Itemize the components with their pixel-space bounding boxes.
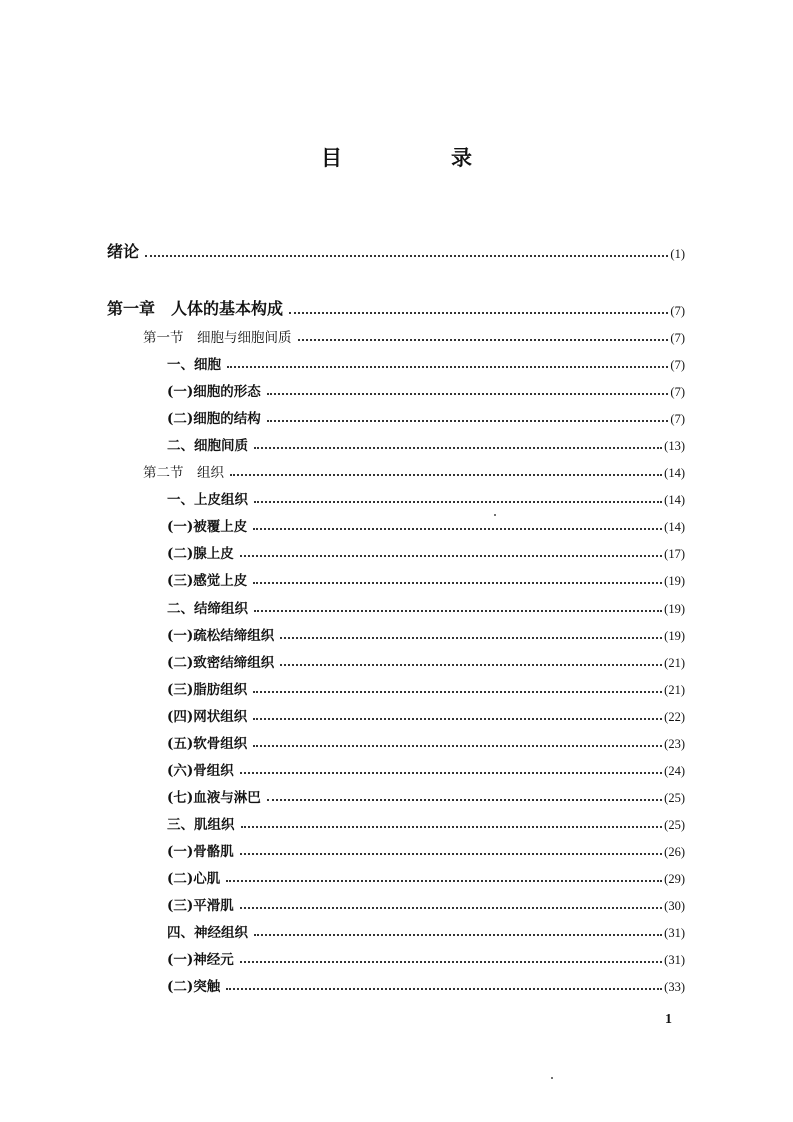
toc-entry-label: (六)骨组织 [167, 762, 234, 779]
toc-entry-page: (1) [670, 247, 685, 261]
toc-entry-page: (14) [664, 520, 685, 535]
toc-entry[interactable] [167, 353, 685, 373]
toc-entry-label: (七)血液与淋巴 [167, 789, 261, 806]
toc-entry-page: (21) [664, 655, 685, 670]
toc-entry-label: (一)疏松结缔组织 [167, 627, 275, 644]
toc-entry-page: (14) [664, 466, 685, 481]
toc-entry-label: (四)网状组织 [167, 708, 248, 725]
toc-entry[interactable] [107, 242, 685, 262]
toc-entry[interactable] [143, 326, 685, 346]
dot-leader [280, 664, 662, 666]
toc-entry-label: 第一章 人体的基本构成 [107, 299, 284, 318]
dot-leader [253, 718, 662, 720]
toc-entry-label: (二)细胞的结构 [167, 411, 261, 428]
toc-entry-label: (一)神经元 [167, 952, 234, 969]
toc-entry[interactable] [167, 597, 685, 617]
toc-entry-page: (31) [664, 926, 685, 941]
page-number: 1 [665, 1012, 672, 1027]
toc-entry-page: (33) [664, 980, 685, 995]
toc-entry-page: (7) [670, 412, 685, 427]
toc-entry[interactable] [167, 975, 685, 995]
toc-entry-label: 三、肌组织 [167, 816, 235, 833]
toc-entry-page: (23) [664, 736, 685, 751]
toc-entry-label: (五)软骨组织 [167, 735, 248, 752]
dot-leader [240, 772, 662, 774]
toc-entry[interactable] [167, 840, 685, 860]
dot-leader [227, 366, 668, 368]
toc-entry[interactable] [167, 921, 685, 941]
scan-speck [494, 514, 496, 516]
toc-entry-page: (19) [664, 628, 685, 643]
toc-entry[interactable] [167, 678, 685, 698]
dot-leader [254, 447, 662, 449]
toc-entry-page: (21) [664, 682, 685, 697]
toc-entry[interactable] [167, 380, 685, 400]
toc-entry[interactable] [167, 786, 685, 806]
toc-entry[interactable] [167, 813, 685, 833]
toc-entry[interactable] [143, 461, 685, 481]
toc-entry-page: (7) [670, 331, 685, 345]
toc-entry-label: 四、神经组织 [167, 925, 248, 942]
toc-entry[interactable] [167, 569, 685, 589]
toc-entry-label: (一)被覆上皮 [167, 519, 248, 536]
toc-entry-page: (25) [664, 790, 685, 805]
toc-entry[interactable] [107, 299, 685, 319]
dot-leader [240, 853, 662, 855]
toc-entry[interactable] [167, 948, 685, 968]
toc-entry-page: (24) [664, 763, 685, 778]
toc-entry-label: 一、上皮组织 [167, 492, 248, 509]
toc-entry-label: 一、细胞 [167, 357, 221, 374]
toc-entry-page: (13) [664, 439, 685, 454]
toc-entry-label: 二、结缔组织 [167, 600, 248, 617]
dot-leader [240, 555, 662, 557]
dot-leader [253, 691, 662, 693]
toc-entry-label: (三)脂肪组织 [167, 681, 248, 698]
scan-speck [551, 1077, 553, 1079]
toc-entry-page: (7) [670, 358, 685, 373]
page-title: 目 录 [321, 145, 516, 170]
dot-leader [253, 528, 662, 530]
toc-entry-label: (二)突触 [167, 979, 221, 996]
toc-entry[interactable] [167, 488, 685, 508]
toc-entry-page: (29) [664, 872, 685, 886]
toc-entry-page: (30) [664, 899, 685, 914]
toc-entry-label: 二、细胞间质 [167, 438, 248, 455]
dot-leader [145, 255, 668, 257]
toc-entry-label: (一)骨骼肌 [167, 843, 234, 860]
dot-leader [254, 610, 662, 612]
toc-entry-label: 第二节 组织 [143, 465, 224, 482]
toc-entry-label: (一)细胞的形态 [167, 384, 261, 401]
dot-leader [298, 339, 669, 341]
toc-entry-page: (22) [664, 709, 685, 724]
toc-entry[interactable] [167, 515, 685, 535]
dot-leader [289, 312, 668, 314]
toc-entry-label: 绪论 [107, 242, 140, 261]
toc-entry[interactable] [167, 624, 685, 644]
toc-entry[interactable] [167, 732, 685, 752]
toc-entry[interactable] [167, 407, 685, 427]
dot-leader [267, 799, 662, 801]
dot-leader [280, 637, 662, 639]
dot-leader [267, 420, 669, 422]
toc-entry-page: (19) [664, 601, 685, 616]
toc-entry-page: (17) [664, 547, 685, 562]
dot-leader [226, 880, 662, 882]
toc-entry[interactable] [167, 542, 685, 562]
dot-leader [267, 393, 669, 395]
toc-entry-page: (7) [670, 304, 685, 318]
dot-leader [253, 582, 662, 584]
toc-entry[interactable] [167, 434, 685, 454]
toc-entry[interactable] [167, 651, 685, 671]
dot-leader [241, 826, 663, 828]
toc-entry-label: (三)平滑肌 [167, 898, 234, 915]
toc-entry-page: (31) [664, 953, 685, 968]
toc-entry[interactable] [167, 705, 685, 725]
toc-entry[interactable] [167, 759, 685, 779]
toc-entry-page: (7) [670, 385, 685, 400]
dot-leader [230, 474, 662, 476]
toc-entry-page: (14) [664, 493, 685, 508]
toc-entry-label: (二)致密结缔组织 [167, 654, 275, 671]
dot-leader [253, 745, 662, 747]
toc-entry-label: (二)腺上皮 [167, 546, 234, 563]
dot-leader [254, 501, 662, 503]
toc-entry-label: 第一节 细胞与细胞间质 [143, 330, 292, 346]
toc-entry-page: (19) [664, 574, 685, 589]
dot-leader [226, 988, 662, 990]
toc-entry-page: (25) [664, 817, 685, 832]
dot-leader [254, 934, 662, 936]
dot-leader [240, 907, 662, 909]
toc-entry-page: (26) [664, 844, 685, 859]
toc-entry[interactable] [167, 867, 685, 887]
dot-leader [240, 961, 662, 963]
toc-entry[interactable] [167, 894, 685, 914]
toc-entry-label: (三)感觉上皮 [167, 573, 248, 590]
toc-entry-label: (二)心肌 [167, 871, 221, 887]
